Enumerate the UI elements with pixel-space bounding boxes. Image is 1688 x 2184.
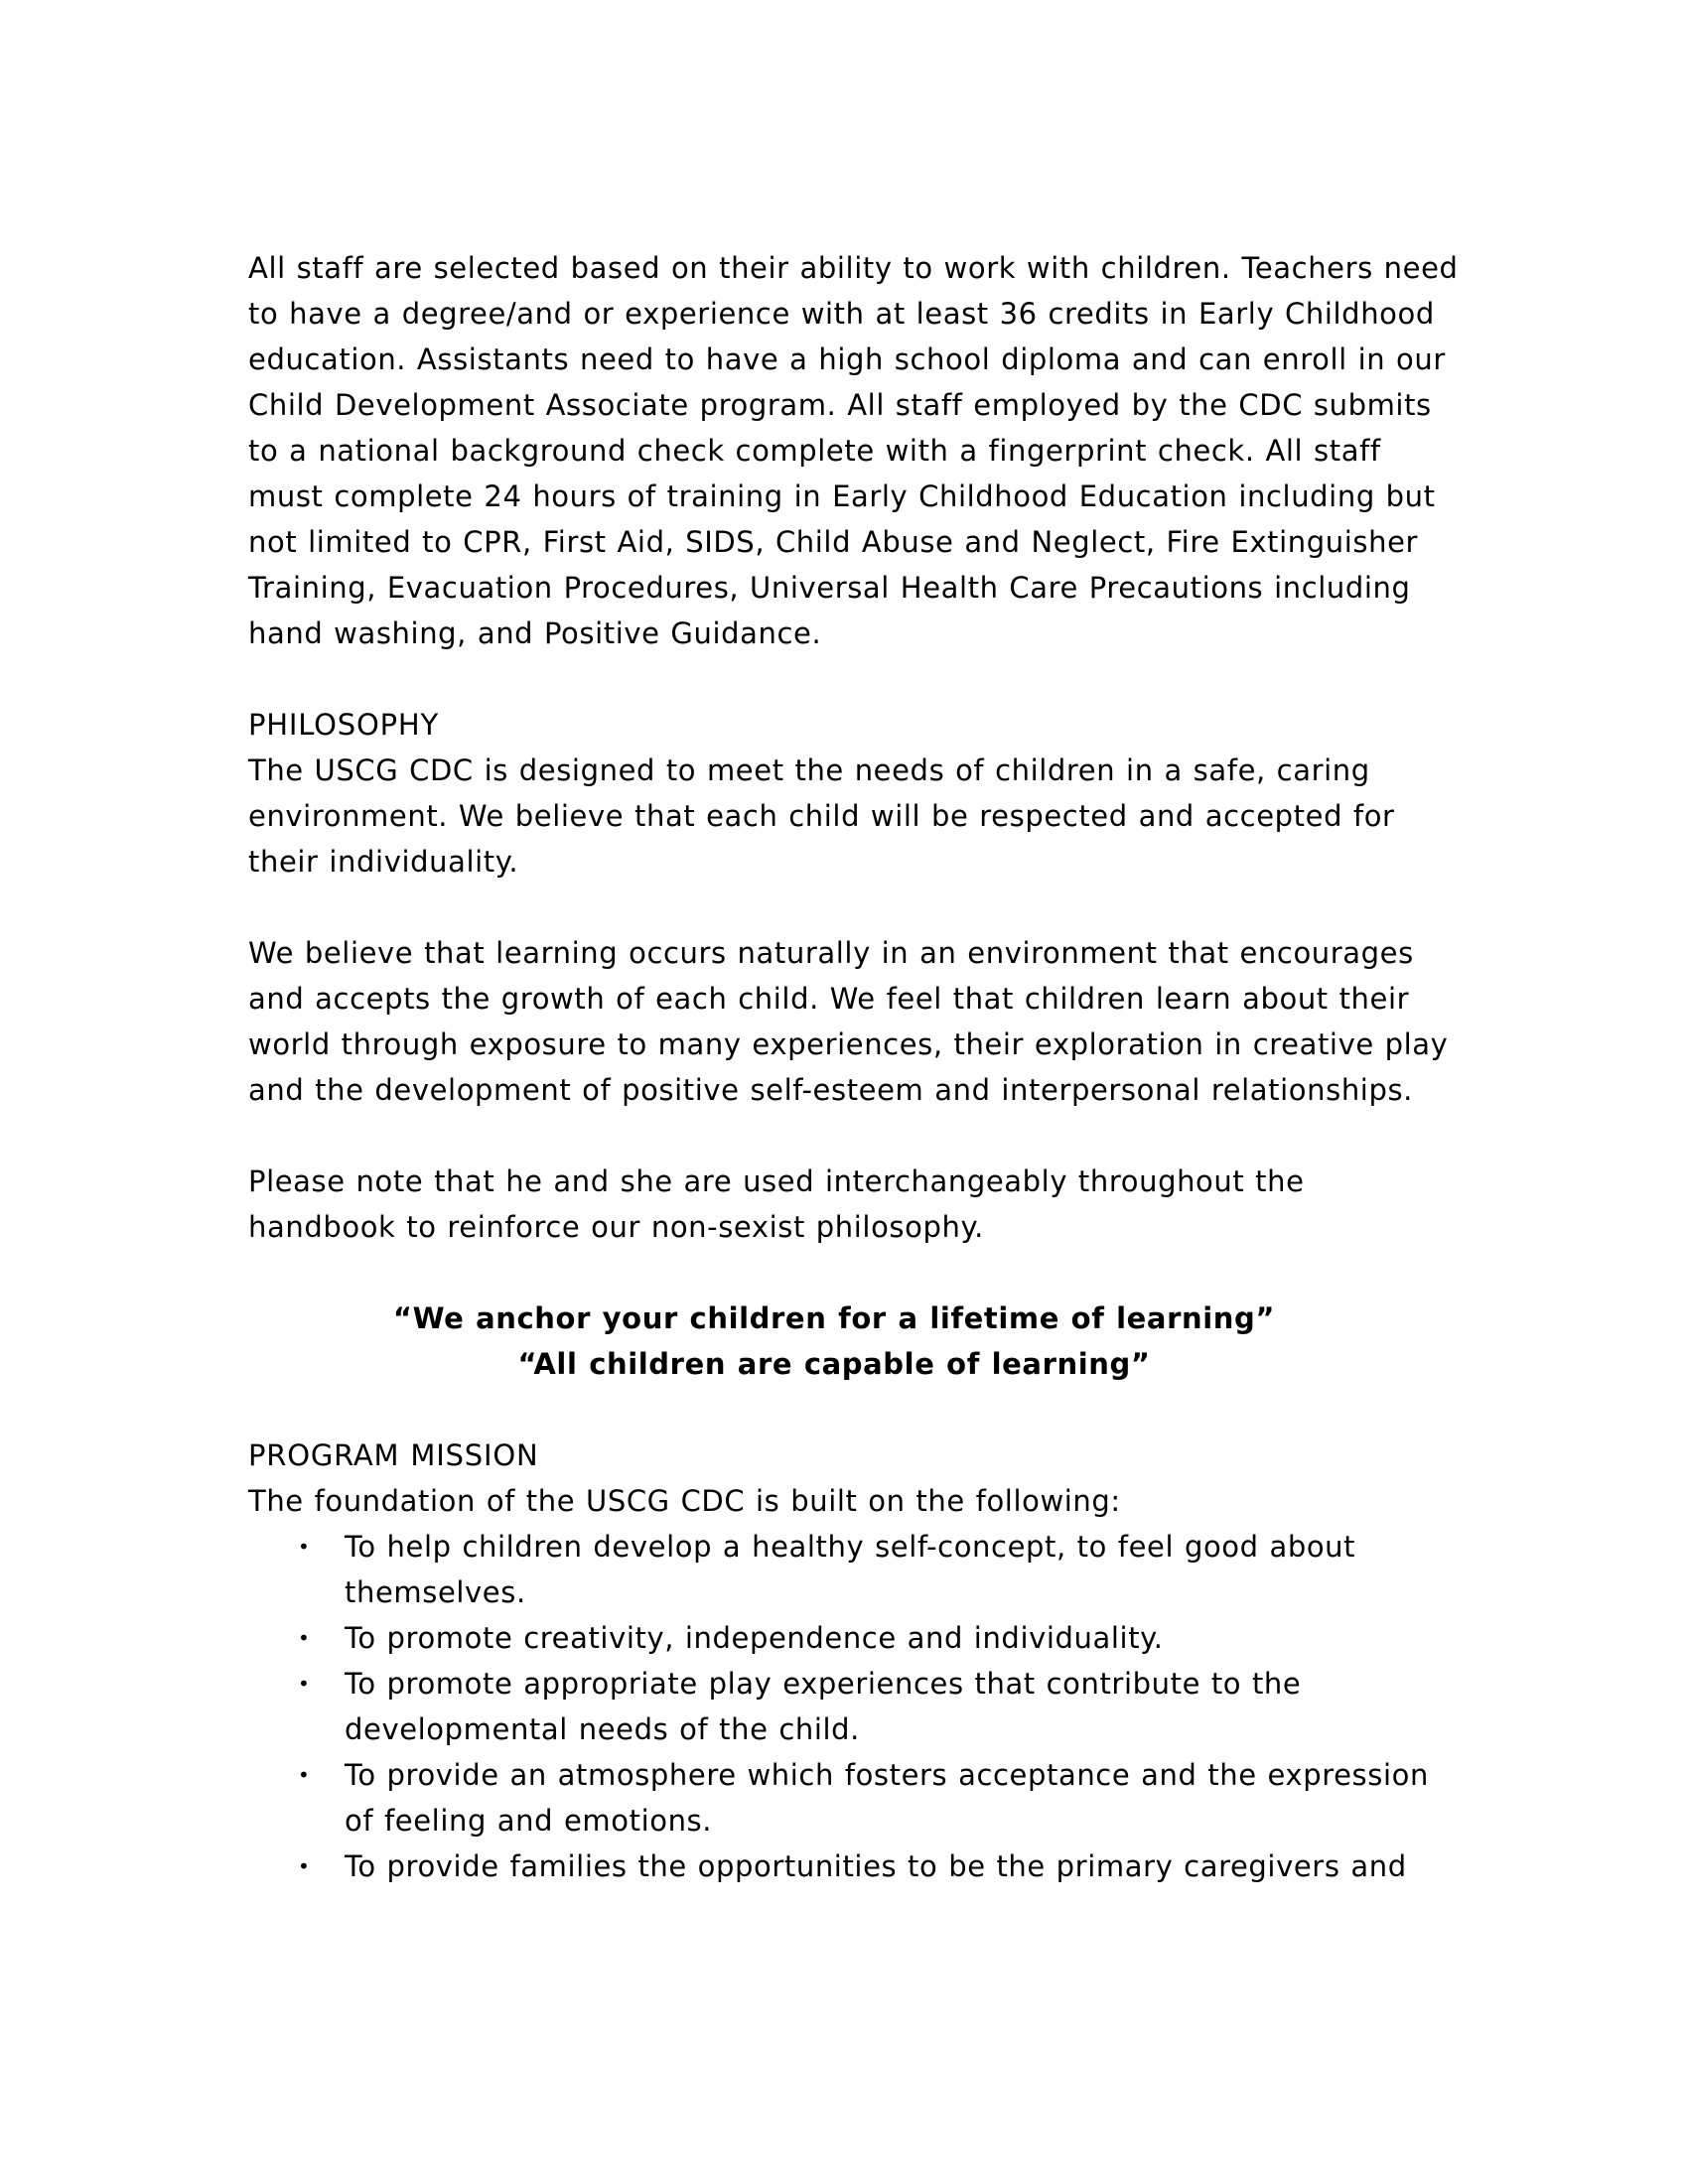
list-item-text: To promote appropriate play experiences that contribute to the developmental needs of the child. — [345, 1667, 1302, 1746]
motto-quote-1: “We anchor your children for a lifetime of learning” — [392, 1301, 1276, 1335]
philosophy-paragraph-3: Please note that he and she are used interchangeably throughout the handbook to reinforce our non-sexist philosophy. — [248, 1164, 1305, 1244]
bullet-icon: • — [298, 1672, 311, 1696]
program-mission-heading: PROGRAM MISSION — [248, 1438, 539, 1472]
bullet-icon: • — [298, 1854, 311, 1878]
list-item — [248, 1843, 1460, 1889]
program-mission-list — [248, 1524, 1460, 1889]
motto-quote-2: “All children are capable of learning” — [517, 1347, 1151, 1381]
philosophy-paragraph-2: We believe that learning occurs naturally in an environment that encourages and accepts the growth of each child. We feel that children learn about their world through exposure to many experiences, their exploration in creative play and the development of positive self-esteem and interpersonal relationships. — [248, 936, 1449, 1107]
list-item — [248, 1752, 1460, 1843]
staff-qualifications-paragraph: All staff are selected based on their ability to work with children. Teachers need to have a degree/and or experience with at least 36 credits in Early Childhood education. Assistants need to have a high school diploma and can enroll in our Child Development Associate program. All staff employed by the CDC submits to a national background check complete with a fingerprint check. All staff must complete 24 hours of training in Early Childhood Education including but not limited to CPR, First Aid, SIDS, Child Abuse and Neglect, Fire Extinguisher Training, Evacuation Procedures, Universal Health Care Precautions including hand washing, and Positive Guidance. — [248, 251, 1459, 650]
bullet-icon: • — [298, 1626, 311, 1650]
list-item-text: To provide families the opportunities to be the primary caregivers and — [345, 1849, 1407, 1883]
bullet-icon: • — [298, 1535, 311, 1559]
list-item-text: To provide an atmosphere which fosters acceptance and the expression of feeling and emotions. — [345, 1758, 1429, 1838]
motto-quotes — [248, 1296, 1460, 1387]
list-item-text: To promote creativity, independence and individuality. — [345, 1621, 1164, 1655]
list-item — [248, 1661, 1460, 1752]
document-page — [248, 245, 1460, 1889]
bullet-icon: • — [298, 1763, 311, 1787]
list-item — [248, 1524, 1460, 1615]
list-item — [248, 1615, 1460, 1661]
list-item-text: To help children develop a healthy self-concept, to feel good about themselves. — [345, 1530, 1356, 1609]
philosophy-paragraph-1: The USCG CDC is designed to meet the needs of children in a safe, caring environment. We believe that each child will be respected and accepted for their individuality. — [248, 753, 1395, 879]
philosophy-heading: PHILOSOPHY — [248, 708, 440, 742]
program-mission-intro: The foundation of the USCG CDC is built on the following: — [248, 1484, 1121, 1518]
